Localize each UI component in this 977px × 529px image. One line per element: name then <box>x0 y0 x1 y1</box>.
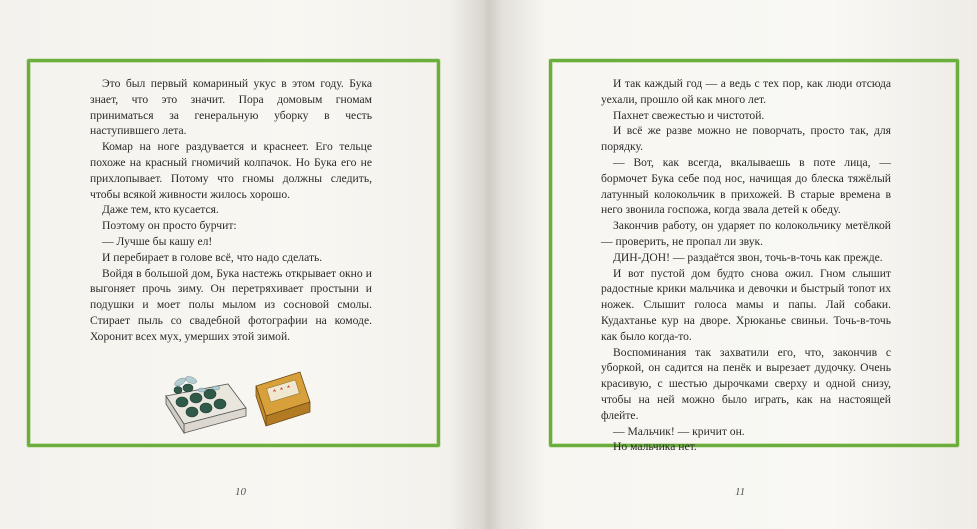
paragraph: Воспоминания так захватили его, что, закончив с уборкой, он садится на пенёк и вырезает дудочку. Очень красивую, с шестью дырочками сверху и одной снизу, чтобы на ней можно было играть, как на настоящей флейте. <box>601 345 891 422</box>
paragraph: Войдя в большой дом, Бука настежь открывает окно и выгоняет прочь зиму. Он перетряхивает простыни и подушки и моет полы мылом из сосновой смолы. Стирает пыль со свадебной фотографии на комоде. Хоронит всех мух, умерших этой зимой. <box>90 266 372 343</box>
paragraph: И так каждый год — а ведь с тех пор, как люди отсюда уехали, прошло ой как много лет. <box>601 77 891 106</box>
paragraph: Это был первый комариный укус в этом году. Бука знает, что это значит. Пора домовым гномам приниматься за генеральную уборку в честь наступившего лета. <box>90 77 372 138</box>
paragraph: Закончив работу, он ударяет по колокольчику метёлкой — проверить, не пропал ли звук. <box>601 219 891 248</box>
paragraph: Поэтому он просто бурчит: <box>102 219 237 233</box>
paragraph: — Вот, как всегда, вкалываешь в поте лица, — бормочет Бука себе под нос, начищая до блеска тяжёлый латунный колокольчик в прихожей. В старые времена в него звонила госпожа, когда звала детей к обеду. <box>601 155 891 217</box>
paragraph: Даже тем, кто кусается. <box>102 203 219 217</box>
page-number: 10 <box>235 486 246 498</box>
page-number: 11 <box>735 486 746 498</box>
paragraph: И всё же разве можно не поворчать, просто так, для порядку. <box>601 124 891 154</box>
paragraph: ДИН-ДОН! — раздаётся звон, точь-в-точь как прежде. <box>613 250 883 264</box>
left-page-text <box>90 76 372 345</box>
left-page <box>0 0 488 529</box>
paragraph: И вот пустой дом будто снова ожил. Гном слышит радостные крики мальчика и девочки и быстрый топот их ножек. Слышит голоса мамы и папы. Лай собаки. Кудахтанье кур на дворе. Хрюканье свиньи. Точь-в-точь как было когда-то. <box>601 266 891 343</box>
paragraph: И перебирает в голове всё, что надо сделать. <box>102 250 323 264</box>
flies-in-matchbox-illustration <box>158 358 318 438</box>
paragraph: Пахнет свежестью и чистотой. <box>613 108 765 122</box>
paragraph: Комар на ноге раздувается и краснеет. Его тельце похоже на красный гномичий колпачок. Но Бука его не прихлопывает. Потому что гномы должны следить, чтобы всякой живности жилось хорошо. <box>90 140 372 201</box>
paragraph: — Лучше бы кашу ел! <box>102 234 213 248</box>
right-page-text <box>601 76 891 455</box>
paragraph: — Мальчик! — кричит он. <box>613 424 745 438</box>
paragraph: Но мальчика нет. <box>613 440 697 454</box>
right-page <box>489 0 977 529</box>
